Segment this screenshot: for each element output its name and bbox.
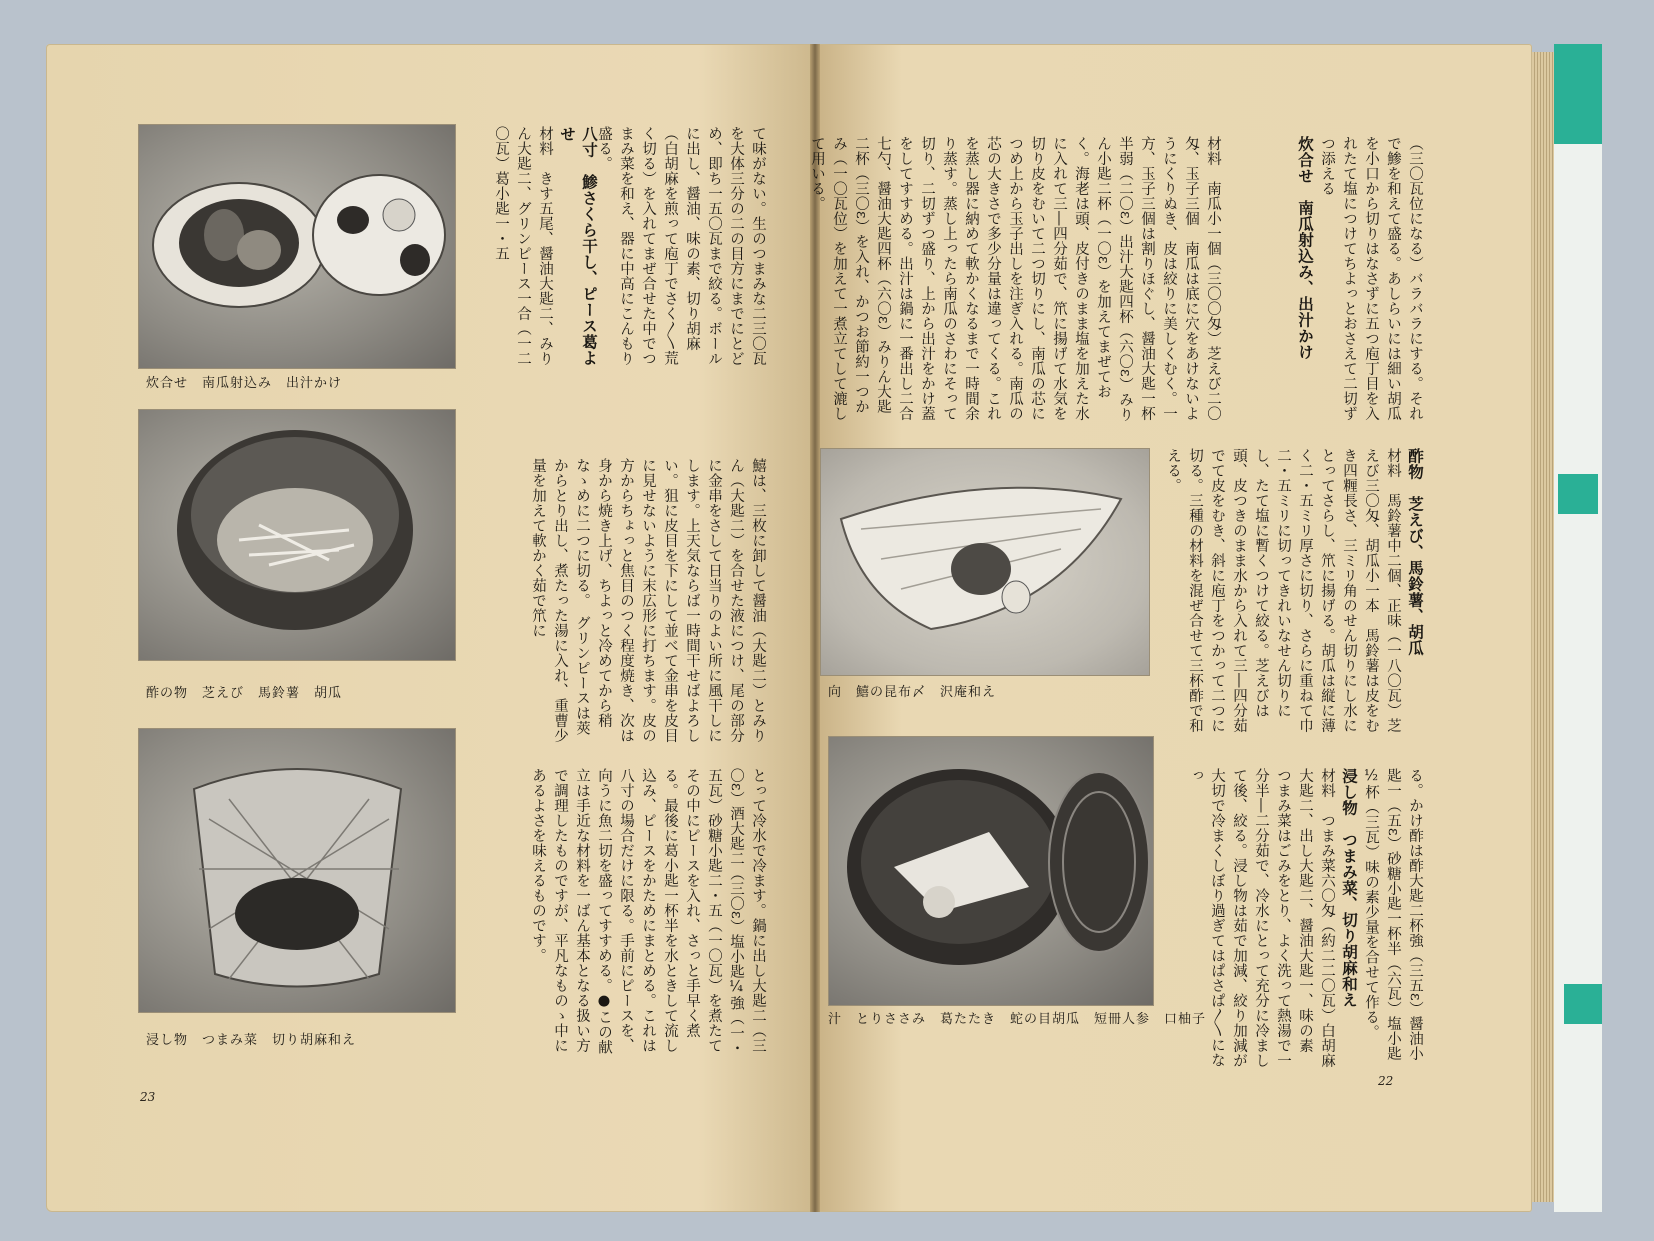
right-paragraph-4: る。かけ酢は酢大匙二杯強（三五ε）醤油小匙一（五ε）砂糖小匙一杯半（六瓦）塩小匙½杯（三瓦）味の素少量を合せて作る。: [1363, 768, 1423, 1062]
right-paragraph-3: 材料 馬鈴薯中二個、正味（一八〇瓦）芝えび三〇匁、胡瓜小一本 馬鈴薯は皮をむき四糎長さ、三ミリ角のせん切りにし水にとってさらし、笊に揚げる。胡瓜は縦に薄く二・五ミリ厚さに切り、さらに重ねて巾二・五ミリに切ってきれいなせん切りにし、たて塩に暫くつけて絞る。芝えびは頭、皮つきのまま水から入れて三―四分茹でて皮をむき、斜に庖丁をつかって二つに切る。三種の材料を混ぜ合せて三杯酢で和える。: [1165, 448, 1401, 733]
right-text-col-bottom: [1156, 768, 1426, 1068]
caption-photo-3: 浸し物 つまみ菜 切り胡麻和え: [146, 1033, 357, 1048]
back-cover: [1554, 44, 1602, 1212]
right-text-col-top-a: [1226, 136, 1426, 426]
left-text-col-top-2: [476, 126, 600, 380]
right-paragraph-5: 材料 つまみ菜六〇匁（約二二〇瓦）白胡麻大匙二、出し大匙二、醤油大匙一、味の素 つまみ菜はごみをとり、よく洗って熱湯で一分半―二分茹で、冷水にとって充分に冷まして後、絞る。浸し物は茹で加減、絞り加減が大切で冷まくしぼり過ぎてはぱさぱ〳〵になっ: [1187, 768, 1335, 1068]
left-paragraph-3: とって冷水で冷ます。鍋に出し大匙二（三〇ε）酒大匙二（三〇ε）塩小匙¼強（一・五瓦）砂糖小匙二・五（一〇瓦）を煮たてその中にピースを入れ、さっと手早く煮る。最後に葛小匙一杯半を水ときして流し込み、ピースをかためにまとめる。これは八寸の場合だけに限る。手前にピースを、向うに魚二切を盛ってすすめる。●この献立は手近な材料を一ばん基本となる扱い方で調理したものですが、平凡なものゝ中にあるよさを味えるものです。: [530, 768, 766, 1056]
left-text-col-bottom: [476, 768, 769, 1058]
caption-photo-1: 炊合せ 南瓜射込み 出汁かけ: [146, 376, 343, 391]
magazine-spread: [46, 44, 1602, 1212]
right-text-col-top-b: [809, 136, 1224, 426]
right-paragraph-1: （三〇瓦位になる）バラバラにする。それで鯵を和えて盛る。あしらいには細い胡瓜を小口から切りはなさずに五つ庖丁目を入れたて塩につけてちよっとおさえて二切ずつ添える: [1319, 136, 1423, 421]
right-text-col-mid: [1156, 448, 1426, 744]
photo-vinegar-dish: [138, 409, 456, 661]
photo-soup-bowl: [828, 736, 1154, 1006]
left-text-col-mid: [476, 458, 769, 743]
right-heading-sunomono: 酢物 芝えび、馬鈴薯、胡瓜: [1406, 448, 1425, 656]
page-number-left: 23: [140, 1090, 156, 1104]
caption-photo-4: 向 鱚の昆布〆 沢庵和え: [828, 685, 997, 700]
left-text-col-top-1: [596, 126, 769, 380]
page-edges: [1532, 52, 1554, 1202]
left-paragraph-ingredients: 材料 きす五尾、醤油大匙二、みりん大匙二、グリンピース一合（一二〇瓦）葛小匙一・五: [493, 126, 553, 366]
photo-glass-cup: [138, 728, 456, 1013]
right-heading-hitashimono: 浸し物 つまみ菜、切り胡麻和え: [1340, 768, 1359, 1008]
photo-lidded-bowl: [138, 124, 456, 369]
left-paragraph-2: 鱚は、三枚に卸して醤油（大匙二）とみりん（大匙二）を合せた液につけ、尾の部分に金串をさして日当りのよい所に風干しにします。上天気ならば一時間干せばよろしい。狙に皮目を下にして並べて金串を皮目に見せないように末広形に打ちます。皮の方からちょっと焦目のつく程度焼き、次は身から焼き上げ、ちよっと冷めてから稍なゝめに二つに切る。 グリンピースは莢からとり出し、煮たった湯に入れ、重曹少量を加えて軟かく茹で笊に: [530, 458, 766, 743]
left-paragraph-1: て味がない。生のつまみな二三〇瓦を大体三分の二の目方にまでにとどめ、即ち一五〇瓦まで絞る。ボールに出し、醤油、味の素、切り胡麻（白胡麻を煎って庖丁でさく〳〵荒く切る）を入れてまぜ合せた中でつまみ菜を和え、器に中高にこんもり盛る。: [596, 126, 766, 366]
right-paragraph-2: 材料 南瓜小一個（三〇〇匁）芝えび二〇匁、玉子三個 南瓜は底に穴をあけないようにくりぬき、皮は絞りに美しくむく。一方、玉子三個は割りほぐし、醤油大匙一杯半弱（二〇ε）出汁大匙四杯（六〇ε）みりん小匙二杯（一〇ε）を加えてまぜておく。海老は頭、皮付きのまま塩を加えた水に入れて三―四分茹で、笊に揚げて水気を切り皮をむいて二つ切りにし、南瓜の芯につめ上から玉子出しを注ぎ入れる。南瓜の芯の大きさで多少分量は違ってくる。これを蒸し器に納めて軟かくなるまで一時間余り蒸す。蒸し上ったら南瓜のさわにそって切り、二切ずつ盛り、上から出汁をかけ蓋をしてすすめる。出汁は鍋に一番出し二合七勺、醤油大匙四杯（六〇ε）みりん大匙二杯（三〇ε）を入れ、かつお節約一つかみ（一〇瓦位）を加えて一煮立てして漉して用いる。: [809, 136, 1221, 423]
photo-leaf-plate: [820, 448, 1150, 676]
right-heading-takiawase: 炊合せ 南瓜射込み、出汁かけ: [1296, 136, 1315, 360]
page-number-right: 22: [1378, 1074, 1394, 1088]
caption-photo-5: 汁 とりささみ 葛たたき 蛇の目胡瓜 短冊人参 口柚子: [828, 1012, 1207, 1027]
caption-photo-2: 酢の物 芝えび 馬鈴薯 胡瓜: [146, 686, 343, 701]
left-heading-hassun: 八寸 鯵さくら干し、ピース葛よせ: [558, 126, 599, 366]
